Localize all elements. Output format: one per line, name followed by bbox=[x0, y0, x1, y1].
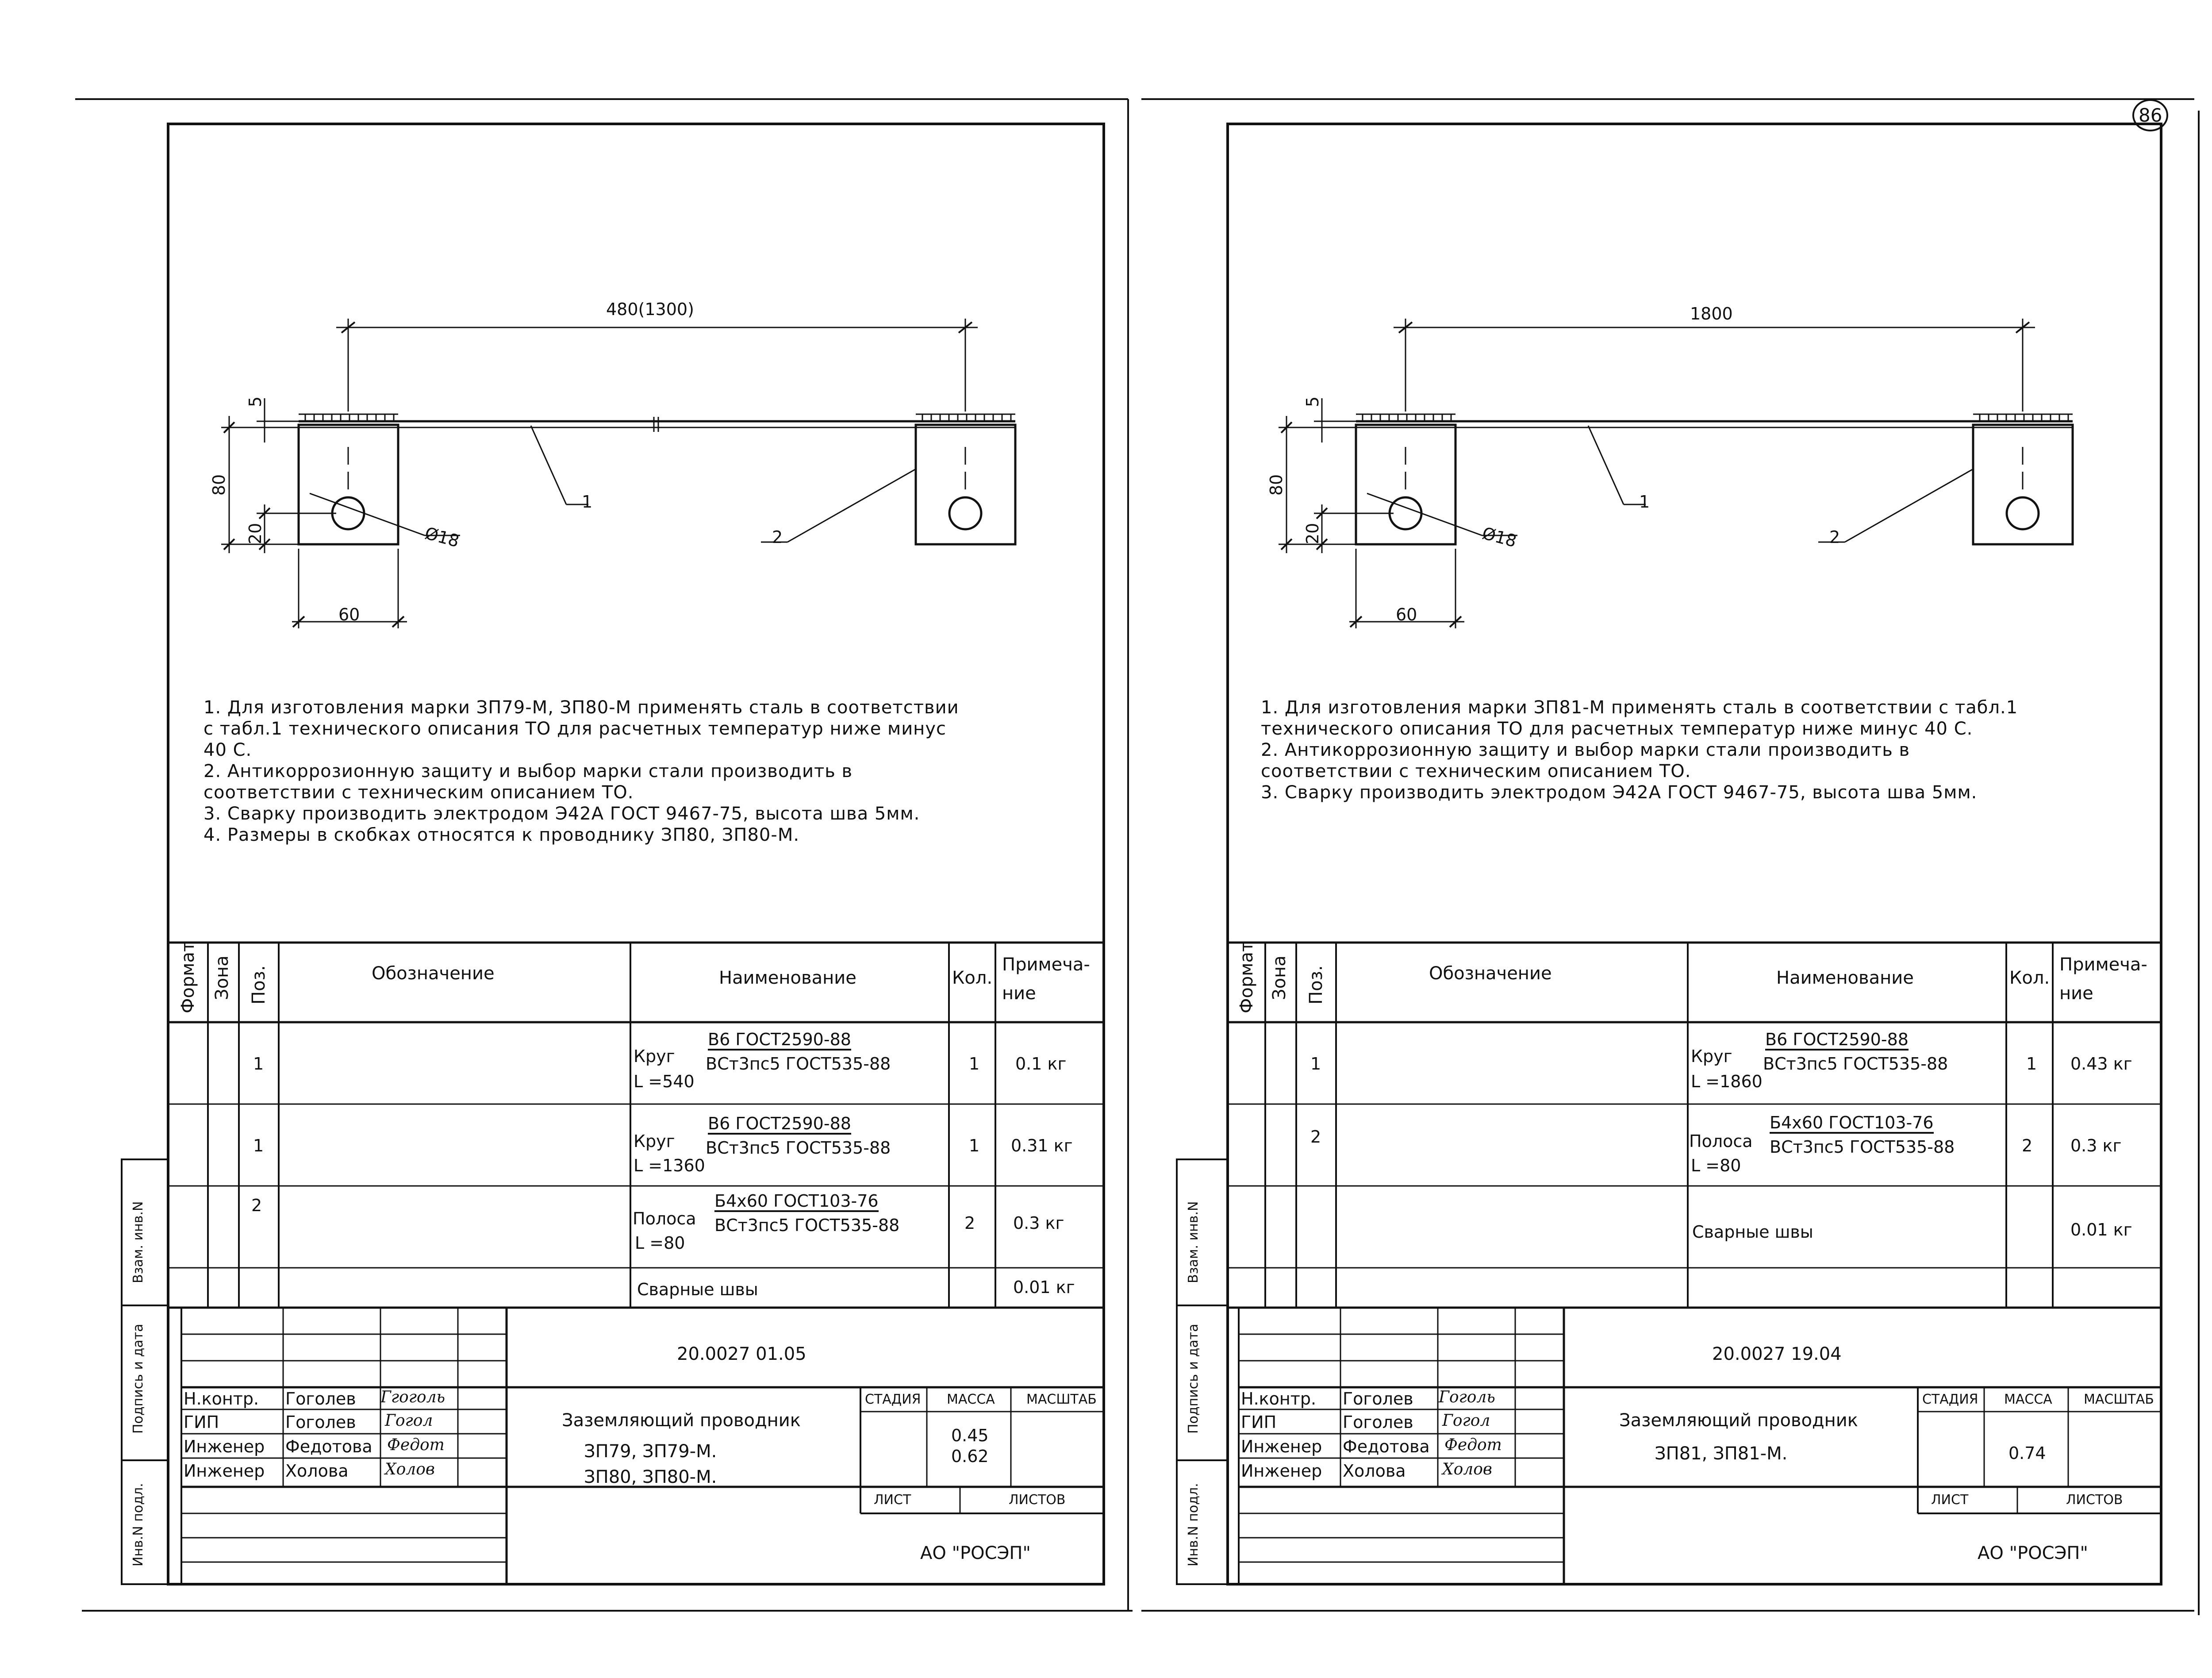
person-name: Гоголев bbox=[1343, 1389, 1413, 1409]
person-name: Гоголев bbox=[285, 1389, 356, 1409]
row-length: L =1860 bbox=[1691, 1072, 1763, 1091]
pos-label-1: 1 bbox=[1639, 492, 1650, 512]
row-note: 0.01 кг bbox=[2070, 1220, 2132, 1239]
dim-height: 80 bbox=[209, 474, 229, 496]
row-material-top: В6 ГОСТ2590-88 bbox=[1765, 1031, 1909, 1051]
dim-hole: Ø18 bbox=[422, 523, 461, 551]
row-qty: 1 bbox=[969, 1136, 980, 1155]
col-name-header: Наименование bbox=[1776, 968, 1914, 988]
col-pos-header: Поз. bbox=[1306, 965, 1326, 1004]
col-designation-header: Обозначение bbox=[1429, 963, 1552, 984]
signature: Холов bbox=[385, 1460, 435, 1478]
row-qty: 1 bbox=[969, 1054, 980, 1074]
person-name: Холова bbox=[285, 1461, 349, 1481]
col-note-header-2: ние bbox=[1002, 983, 1036, 1004]
signature: Гоголь bbox=[1439, 1388, 1495, 1406]
col-zone-header: Зона bbox=[212, 955, 232, 1000]
product-title: Заземляющий проводник bbox=[562, 1410, 801, 1431]
signature: Ггоголь bbox=[380, 1388, 445, 1406]
side-label-inv-podl: Инв.N подл. bbox=[1186, 1483, 1201, 1566]
row-note: 0.01 кг bbox=[1013, 1278, 1075, 1297]
sheets-label: ЛИСТОВ bbox=[2066, 1492, 2123, 1508]
dim-length: 1800 bbox=[1690, 304, 1733, 323]
mass-value-1: 0.74 bbox=[2008, 1443, 2046, 1463]
col-format-header: Формат bbox=[178, 941, 198, 1013]
dim-offset: 20 bbox=[1303, 523, 1322, 544]
role-label: ГИП bbox=[184, 1412, 219, 1432]
row-material-top: Б4х60 ГОСТ103-76 bbox=[1770, 1114, 1934, 1134]
note-line: соответствии с техническим описанием ТО. bbox=[204, 782, 634, 803]
stage-label: СТАДИЯ bbox=[865, 1392, 921, 1407]
row-material-bottom: ВСт3пс5 ГОСТ535-88 bbox=[714, 1216, 900, 1235]
signature: Гогол bbox=[1442, 1412, 1490, 1430]
note-line: 3. Сварку производить электродом Э42А ГОСТ 9467-75, высота шва 5мм. bbox=[1261, 782, 1978, 803]
row-pos: 1 bbox=[1310, 1054, 1321, 1074]
row-prefix: Круг bbox=[634, 1131, 675, 1151]
col-pos-header: Поз. bbox=[249, 965, 269, 1004]
row-qty: 2 bbox=[964, 1213, 975, 1233]
stage-label: СТАДИЯ bbox=[1922, 1392, 1978, 1407]
person-name: Федотова bbox=[285, 1437, 373, 1456]
col-qty-header: Кол. bbox=[952, 968, 993, 988]
pos-label-2: 2 bbox=[1829, 527, 1840, 547]
dim-width: 60 bbox=[338, 605, 360, 624]
mass-value-2: 0.62 bbox=[951, 1447, 989, 1466]
row-length: L =1360 bbox=[634, 1156, 705, 1175]
row-pos: 1 bbox=[253, 1136, 264, 1155]
side-label-signature-date: Подпись и дата bbox=[131, 1324, 146, 1434]
note-line: 4. Размеры в скобках относятся к проводнику ЗП80, ЗП80-М. bbox=[204, 825, 800, 845]
dim-height: 80 bbox=[1267, 474, 1286, 496]
person-name: Гоголев bbox=[285, 1412, 356, 1432]
note-line: 3. Сварку производить электродом Э42А ГОСТ 9467-75, высота шва 5мм. bbox=[204, 804, 920, 824]
drawing-sheet-right bbox=[1141, 0, 2212, 1678]
pos-label-2: 2 bbox=[772, 527, 783, 547]
dim-length: 480(1300) bbox=[606, 300, 694, 319]
role-label: Н.контр. bbox=[1241, 1389, 1317, 1409]
row-plain: Сварные швы bbox=[637, 1280, 758, 1299]
document-code: 20.0027 01.05 bbox=[677, 1344, 806, 1364]
side-label-signature-date: Подпись и дата bbox=[1186, 1324, 1201, 1434]
dim-width: 60 bbox=[1396, 605, 1417, 624]
note-line: 40 С. bbox=[204, 740, 252, 760]
note-line: 2. Антикоррозионную защиту и выбор марки стали производить в bbox=[1261, 740, 1910, 760]
sheets-label: ЛИСТОВ bbox=[1009, 1492, 1066, 1508]
row-material-top: Б4х60 ГОСТ103-76 bbox=[714, 1193, 879, 1212]
row-material-bottom: ВСт3пс5 ГОСТ535-88 bbox=[706, 1138, 891, 1158]
row-note: 0.3 кг bbox=[1013, 1213, 1064, 1233]
signature: Холов bbox=[1442, 1460, 1492, 1478]
row-material-bottom: ВСт3пс5 ГОСТ535-88 bbox=[1770, 1137, 1955, 1157]
row-qty: 2 bbox=[2022, 1136, 2033, 1155]
product-marks-2: ЗП80, ЗП80-М. bbox=[584, 1467, 717, 1487]
signature: Федот bbox=[1444, 1436, 1502, 1454]
row-pos: 2 bbox=[1310, 1127, 1321, 1147]
dim-thickness: 5 bbox=[246, 396, 265, 407]
organization: АО "РОСЭП" bbox=[920, 1543, 1031, 1563]
row-note: 0.31 кг bbox=[1011, 1136, 1073, 1155]
row-prefix: Полоса bbox=[633, 1209, 696, 1228]
row-plain: Сварные швы bbox=[1692, 1222, 1813, 1242]
side-label-inv-podl: Инв.N подл. bbox=[131, 1483, 146, 1566]
role-label: Инженер bbox=[1241, 1437, 1322, 1456]
col-name-header: Наименование bbox=[719, 968, 856, 988]
row-length: L =540 bbox=[634, 1072, 695, 1091]
role-label: ГИП bbox=[1241, 1412, 1277, 1432]
page-number: 86 bbox=[2132, 99, 2168, 131]
dim-hole: Ø18 bbox=[1480, 523, 1519, 551]
row-qty: 1 bbox=[2026, 1054, 2037, 1074]
col-note-header: Примеча- bbox=[1002, 954, 1090, 975]
product-marks-1: ЗП81, ЗП81-М. bbox=[1655, 1443, 1788, 1464]
person-name: Федотова bbox=[1343, 1437, 1430, 1456]
signature: Федот bbox=[387, 1436, 445, 1454]
technical-notes bbox=[1261, 697, 2018, 803]
col-format-header: Формат bbox=[1237, 941, 1257, 1013]
dim-offset: 20 bbox=[246, 523, 265, 544]
row-pos: 2 bbox=[251, 1196, 262, 1215]
row-note: 0.43 кг bbox=[2070, 1054, 2132, 1074]
row-material-top: В6 ГОСТ2590-88 bbox=[708, 1115, 851, 1135]
col-note-header-2: ние bbox=[2059, 983, 2093, 1004]
col-zone-header: Зона bbox=[1269, 955, 1290, 1000]
row-material-bottom: ВСт3пс5 ГОСТ535-88 bbox=[1763, 1054, 1948, 1074]
sheet-label: ЛИСТ bbox=[1931, 1492, 1969, 1508]
side-label-inv-vzam: Взам. инв.N bbox=[1186, 1201, 1201, 1283]
row-prefix: Полоса bbox=[1689, 1131, 1753, 1151]
scale-label: МАСШТАБ bbox=[2084, 1392, 2154, 1407]
role-label: Н.контр. bbox=[184, 1389, 259, 1409]
dim-thickness: 5 bbox=[1303, 396, 1322, 407]
person-name: Гоголев bbox=[1343, 1412, 1413, 1432]
mass-label: МАССА bbox=[2004, 1392, 2052, 1407]
technical-notes bbox=[204, 697, 959, 846]
role-label: Инженер bbox=[184, 1461, 265, 1481]
product-title: Заземляющий проводник bbox=[1619, 1410, 1858, 1431]
note-line: технического описания ТО для расчетных температур ниже минус 40 С. bbox=[1261, 719, 1973, 739]
note-line: соответствии с техническим описанием ТО. bbox=[1261, 761, 1691, 781]
row-length: L =80 bbox=[1691, 1156, 1741, 1175]
row-note: 0.1 кг bbox=[1015, 1054, 1067, 1074]
side-label-inv-vzam: Взам. инв.N bbox=[131, 1201, 146, 1283]
row-material-bottom: ВСт3пс5 ГОСТ535-88 bbox=[706, 1054, 891, 1074]
pos-label-1: 1 bbox=[582, 492, 593, 512]
row-material-top: В6 ГОСТ2590-88 bbox=[708, 1031, 851, 1051]
col-designation-header: Обозначение bbox=[372, 963, 495, 984]
sheet-label: ЛИСТ bbox=[874, 1492, 911, 1508]
row-prefix: Круг bbox=[1691, 1047, 1732, 1066]
row-prefix: Круг bbox=[634, 1047, 675, 1066]
person-name: Холова bbox=[1343, 1461, 1406, 1481]
row-pos: 1 bbox=[253, 1054, 264, 1074]
mass-value-1: 0.45 bbox=[951, 1426, 989, 1445]
organization: АО "РОСЭП" bbox=[1978, 1543, 2088, 1563]
col-qty-header: Кол. bbox=[2009, 968, 2050, 988]
note-line: с табл.1 технического описания ТО для расчетных температур ниже минус bbox=[204, 719, 946, 739]
note-line: 1. Для изготовления марки ЗП81-М применять сталь в соответствии с табл.1 bbox=[1261, 697, 2018, 718]
role-label: Инженер bbox=[184, 1437, 265, 1456]
role-label: Инженер bbox=[1241, 1461, 1322, 1481]
col-note-header: Примеча- bbox=[2059, 954, 2147, 975]
scale-label: МАСШТАБ bbox=[1026, 1392, 1097, 1407]
mass-label: МАССА bbox=[947, 1392, 995, 1407]
row-note: 0.3 кг bbox=[2070, 1136, 2122, 1155]
note-line: 2. Антикоррозионную защиту и выбор марки стали производить в bbox=[204, 761, 853, 781]
document-code: 20.0027 19.04 bbox=[1712, 1344, 1842, 1364]
row-length: L =80 bbox=[635, 1233, 685, 1253]
signature: Гогол bbox=[385, 1412, 433, 1430]
note-line: 1. Для изготовления марки ЗП79-М, ЗП80-М применять сталь в соответствии bbox=[204, 697, 959, 718]
product-marks-1: ЗП79, ЗП79-М. bbox=[584, 1441, 717, 1462]
